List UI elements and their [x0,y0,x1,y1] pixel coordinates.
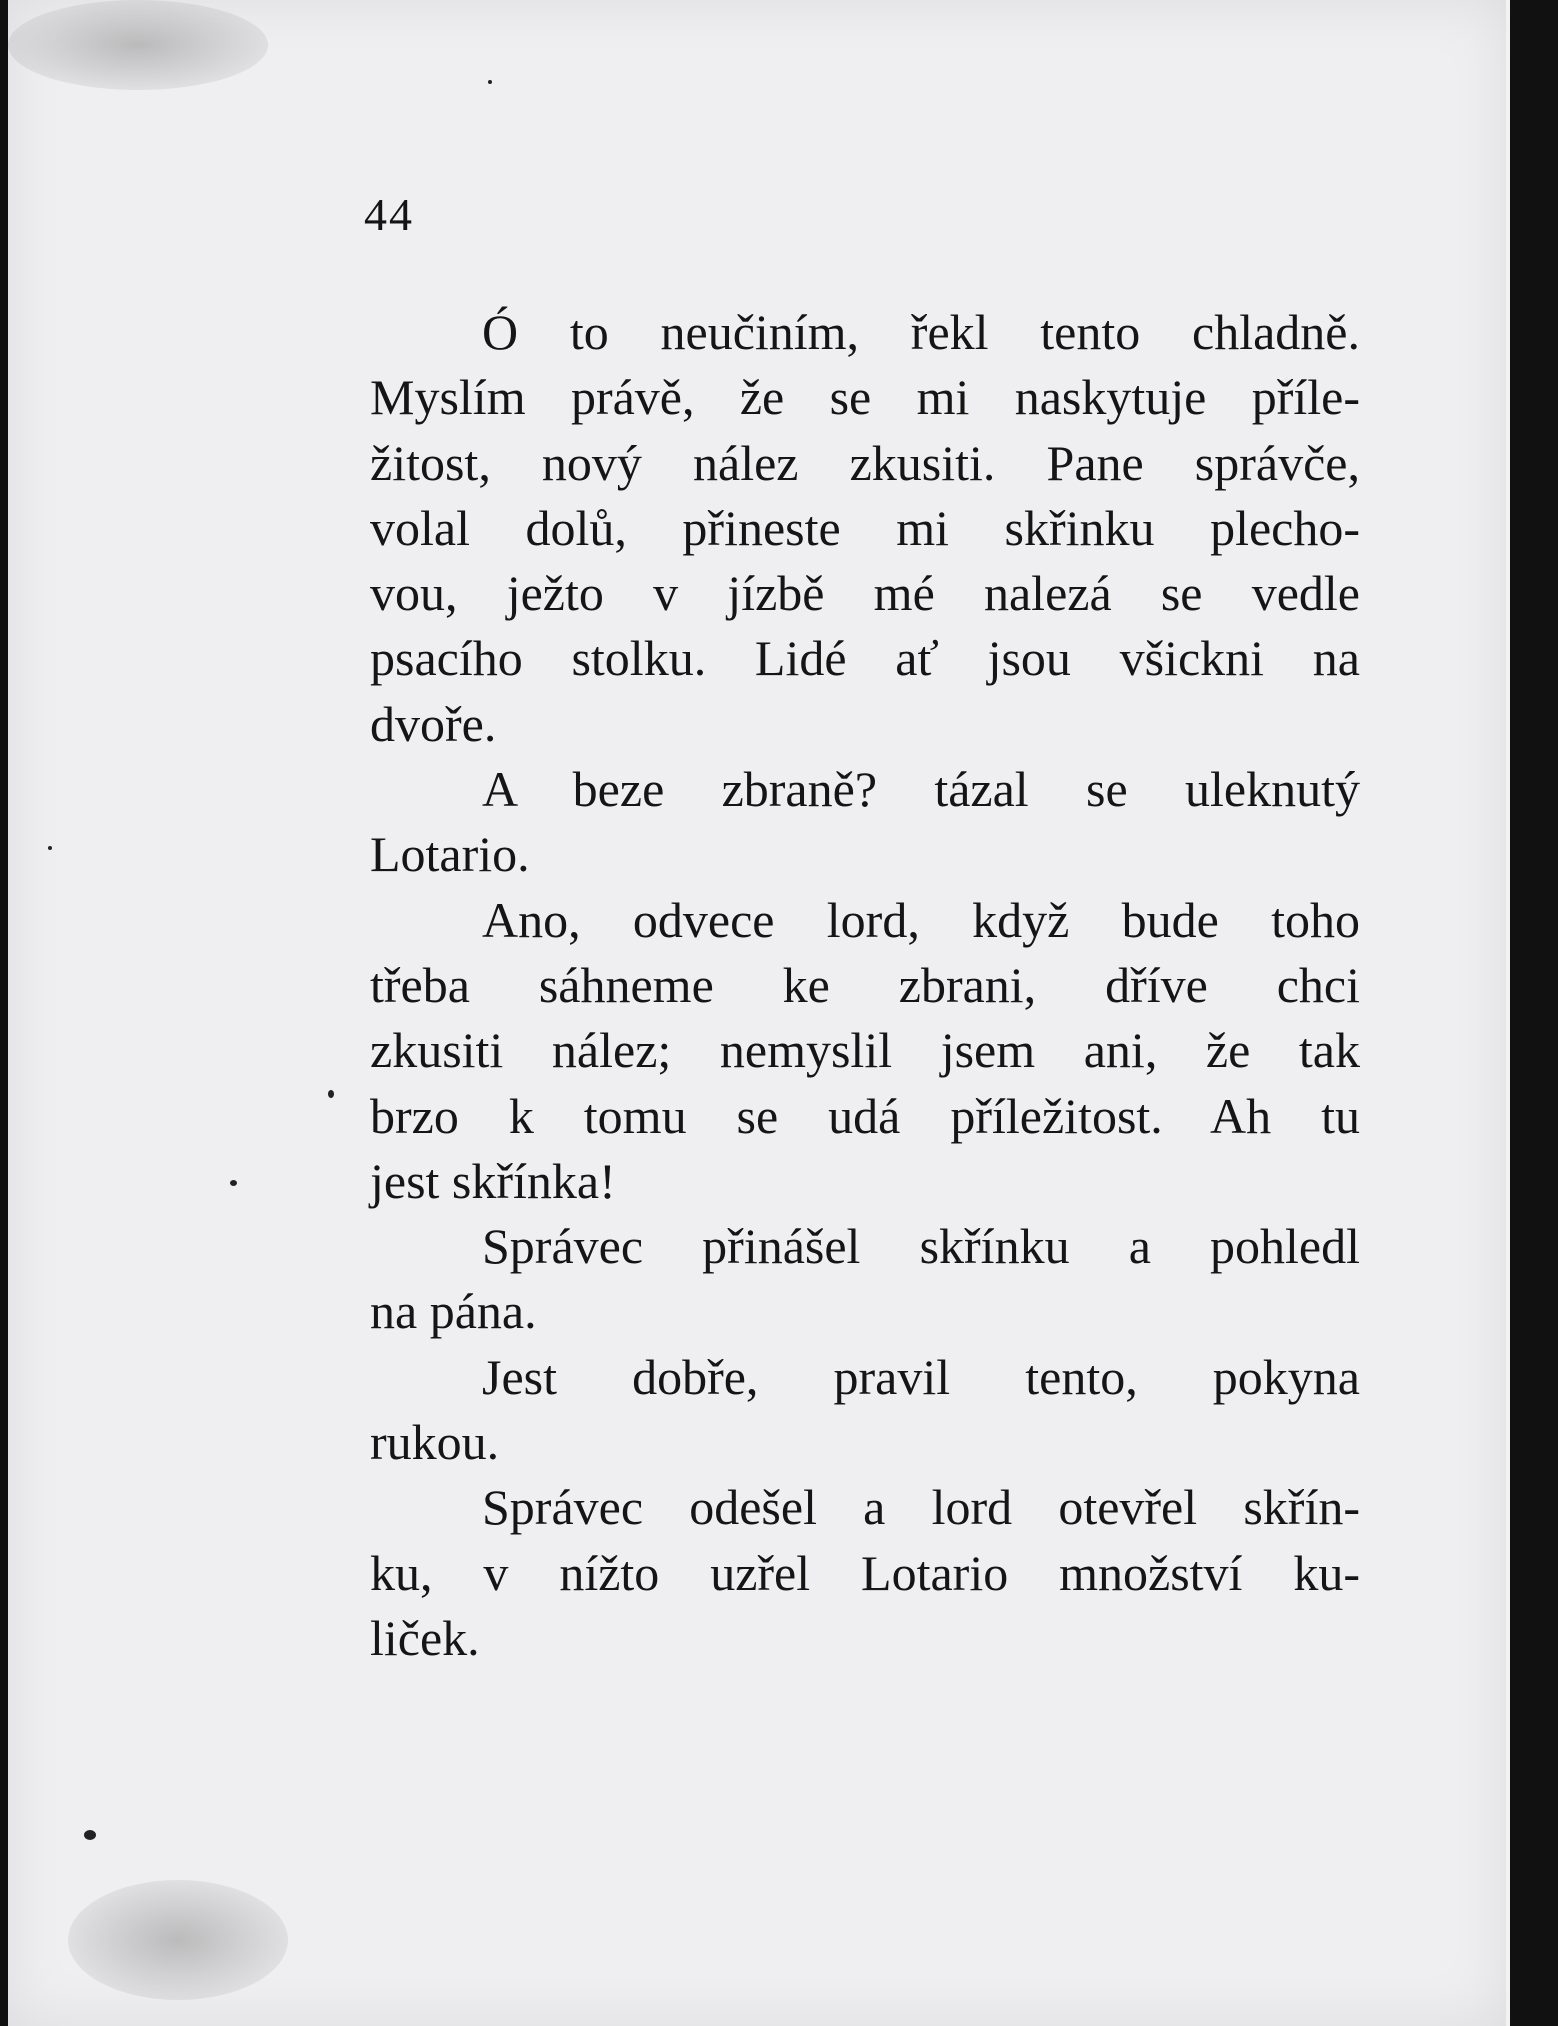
scan-edge [1506,0,1558,2026]
text-line: Správec přinášel skřínku a pohledl [482,1218,1360,1275]
text-line: žitost, nový nález zkusiti. Pane správče, [370,434,1360,491]
text-line: rukou. [370,1414,500,1471]
scan-speck [84,1830,96,1840]
text-line: Ó to neučiním, řekl tento chladně. [482,304,1360,360]
scan-speck [488,80,492,84]
text-line: liček. [370,1609,480,1666]
scan-smudge [8,0,268,90]
scan-speck [328,1090,334,1098]
text-line: ku, v nížto uzřel Lotario množství ku- [370,1544,1360,1601]
text-line: třeba sáhneme ke zbrani, dříve chci [370,956,1360,1013]
text-line: jest skřínka! [370,1152,616,1209]
text-line: Ano, odvece lord, když bude toho [482,891,1360,948]
text-line: zkusiti nález; nemyslil jsem ani, že tak [370,1022,1360,1079]
scan-smudge [68,1880,288,2000]
scan-speck [48,846,52,850]
book-page [8,0,1506,2026]
text-line: Myslím právě, že se mi naskytuje příle- [370,369,1360,426]
text-line: A beze zbraně? tázal se uleknutý [482,761,1360,818]
text-line: psacího stolku. Lidé ať jsou všickni na [370,630,1360,687]
text-line: dvoře. [370,695,497,752]
text-line: brzo k tomu se udá příležitost. Ah tu [370,1087,1360,1144]
text-line: Jest dobře, pravil tento, pokyna [482,1348,1360,1405]
text-line: volal dolů, přineste mi skřinku plecho- [370,499,1360,556]
text-line: Správec odešel a lord otevřel skřín- [482,1479,1360,1536]
scan-speck [230,1180,237,1186]
text-line: na pána. [370,1283,537,1340]
body-text [370,300,1360,1671]
text-line: Lotario. [370,826,530,883]
text-line: vou, ježto v jízbě mé nalezá se vedle [370,565,1360,622]
page-number: 44 [364,189,414,240]
